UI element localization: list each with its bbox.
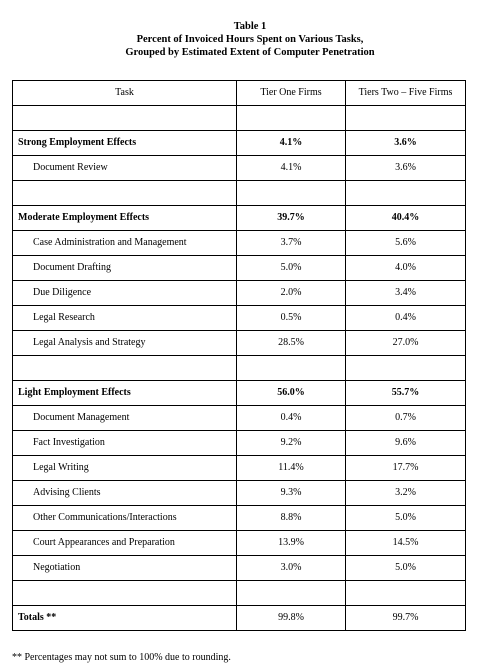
spacer-cell <box>346 106 466 131</box>
spacer-row <box>13 356 466 381</box>
totals-label: Totals ** <box>13 606 237 631</box>
task-label: Document Management <box>13 406 237 431</box>
task-label: Negotiation <box>13 556 237 581</box>
tiers-two-five-value: 0.7% <box>346 406 466 431</box>
table-row <box>13 481 466 506</box>
totals-row <box>13 606 466 631</box>
tier-one-value: 2.0% <box>237 281 346 306</box>
tier-one-value: 28.5% <box>237 331 346 356</box>
spacer-cell <box>346 581 466 606</box>
spacer-cell <box>346 181 466 206</box>
spacer-cell <box>237 356 346 381</box>
header-task: Task <box>13 81 237 106</box>
task-label: Document Drafting <box>13 256 237 281</box>
table-row <box>13 256 466 281</box>
table-row <box>13 331 466 356</box>
totals-tiers-two-five: 99.7% <box>346 606 466 631</box>
task-label: Fact Investigation <box>13 431 237 456</box>
table-row <box>13 531 466 556</box>
spacer-row <box>13 181 466 206</box>
tiers-two-five-value: 0.4% <box>346 306 466 331</box>
spacer-cell <box>237 106 346 131</box>
table-row <box>13 156 466 181</box>
tiers-two-five-value: 9.6% <box>346 431 466 456</box>
tiers-two-five-value: 5.6% <box>346 231 466 256</box>
tier-one-value: 0.4% <box>237 406 346 431</box>
tier-one-value: 9.3% <box>237 481 346 506</box>
tier-one-value: 13.9% <box>237 531 346 556</box>
task-label: Legal Research <box>13 306 237 331</box>
tiers-two-five-value: 14.5% <box>346 531 466 556</box>
tier-one-value: 4.1% <box>237 156 346 181</box>
table-header-row <box>13 81 466 106</box>
tiers-two-five-value: 5.0% <box>346 506 466 531</box>
tier-one-value: 11.4% <box>237 456 346 481</box>
tiers-two-five-value: 5.0% <box>346 556 466 581</box>
spacer-cell <box>13 181 237 206</box>
table-row <box>13 281 466 306</box>
group-label: Moderate Employment Effects <box>13 206 237 231</box>
spacer-row <box>13 106 466 131</box>
table-footnote: ** Percentages may not sum to 100% due to rounding. <box>12 652 231 663</box>
table-row <box>13 306 466 331</box>
task-label: Legal Writing <box>13 456 237 481</box>
table-row <box>13 431 466 456</box>
group-row-light <box>13 381 466 406</box>
group-tiers-two-five: 55.7% <box>346 381 466 406</box>
task-label: Advising Clients <box>13 481 237 506</box>
table-title-line-2: Grouped by Estimated Extent of Computer Penetration <box>125 47 375 58</box>
spacer-cell <box>237 181 346 206</box>
table-row <box>13 406 466 431</box>
group-label: Light Employment Effects <box>13 381 237 406</box>
table-row <box>13 506 466 531</box>
task-label: Court Appearances and Preparation <box>13 531 237 556</box>
group-tier-one: 56.0% <box>237 381 346 406</box>
task-label: Other Communications/Interactions <box>13 506 237 531</box>
task-label: Legal Analysis and Strategy <box>13 331 237 356</box>
tier-one-value: 3.0% <box>237 556 346 581</box>
spacer-cell <box>13 106 237 131</box>
table-number: Table 1 <box>233 21 267 32</box>
group-tier-one: 39.7% <box>237 206 346 231</box>
tier-one-value: 9.2% <box>237 431 346 456</box>
table-row <box>13 456 466 481</box>
group-row-moderate <box>13 206 466 231</box>
table-caption <box>0 20 500 59</box>
tiers-two-five-value: 17.7% <box>346 456 466 481</box>
spacer-cell <box>13 581 237 606</box>
header-tiers-two-five: Tiers Two – Five Firms <box>346 81 466 106</box>
group-label: Strong Employment Effects <box>13 131 237 156</box>
group-tier-one: 4.1% <box>237 131 346 156</box>
table-row <box>13 556 466 581</box>
tier-one-value: 8.8% <box>237 506 346 531</box>
group-tiers-two-five: 40.4% <box>346 206 466 231</box>
header-tier-one: Tier One Firms <box>237 81 346 106</box>
totals-tier-one: 99.8% <box>237 606 346 631</box>
tier-one-value: 0.5% <box>237 306 346 331</box>
spacer-cell <box>346 356 466 381</box>
tiers-two-five-value: 3.4% <box>346 281 466 306</box>
tiers-two-five-value: 27.0% <box>346 331 466 356</box>
tiers-two-five-value: 3.6% <box>346 156 466 181</box>
tier-one-value: 5.0% <box>237 256 346 281</box>
tiers-two-five-value: 4.0% <box>346 256 466 281</box>
task-label: Document Review <box>13 156 237 181</box>
tier-one-value: 3.7% <box>237 231 346 256</box>
tiers-two-five-value: 3.2% <box>346 481 466 506</box>
task-label: Due Diligence <box>13 281 237 306</box>
group-row-strong <box>13 131 466 156</box>
table-row <box>13 231 466 256</box>
spacer-cell <box>13 356 237 381</box>
task-label: Case Administration and Management <box>13 231 237 256</box>
group-tiers-two-five: 3.6% <box>346 131 466 156</box>
invoiced-hours-table <box>12 80 466 631</box>
spacer-row <box>13 581 466 606</box>
spacer-cell <box>237 581 346 606</box>
table-title-line-1: Percent of Invoiced Hours Spent on Various Tasks, <box>136 34 364 45</box>
